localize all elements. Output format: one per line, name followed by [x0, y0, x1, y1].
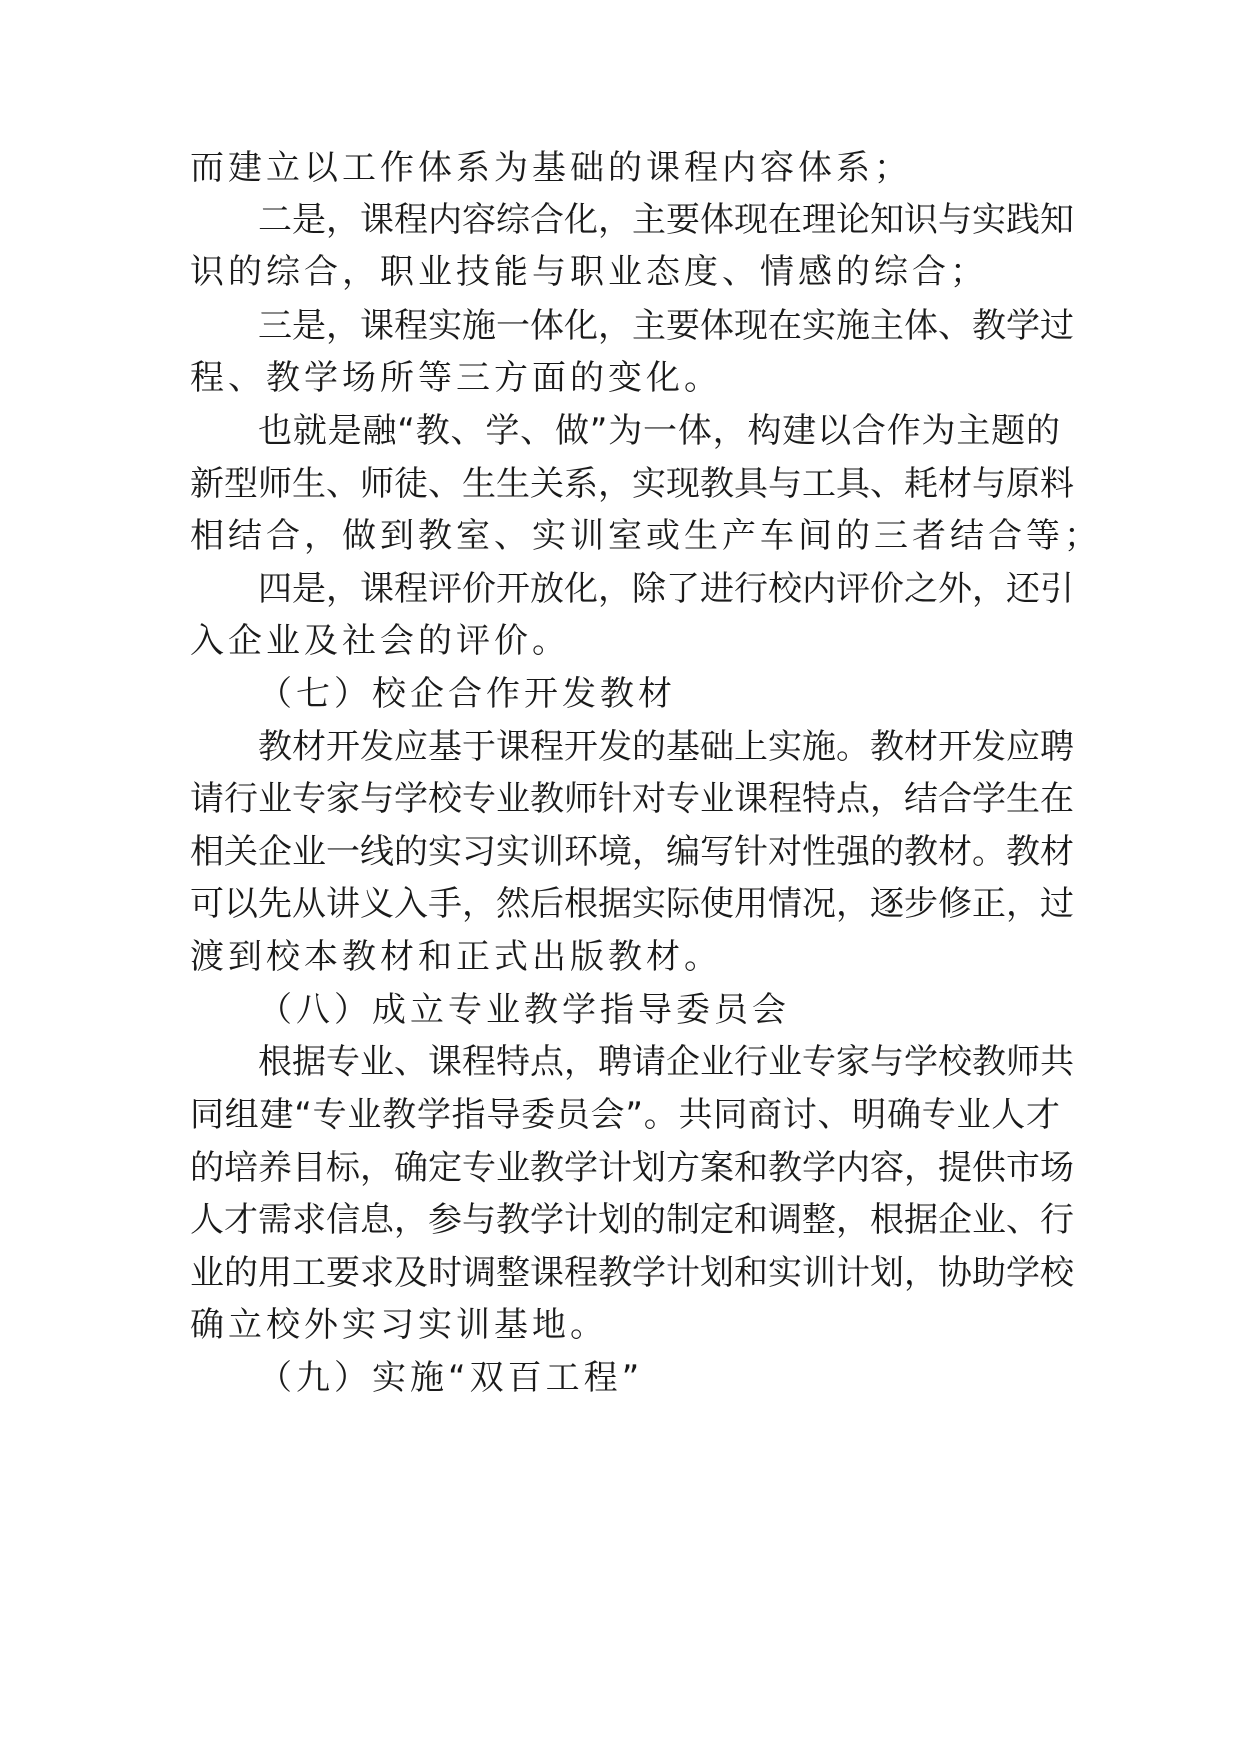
- paragraph-line: 二是，课程内容综合化，主要体现在理论知识与实践知: [258, 200, 1074, 240]
- paragraph-line: 根据专业、课程特点，聘请企业行业专家与学校教师共: [258, 1042, 1074, 1082]
- section-heading: （七）校企合作开发教材: [258, 674, 676, 714]
- paragraph-line: 可以先从讲义入手，然后根据实际使用情况，逐步修正，过: [190, 884, 1074, 924]
- section-heading: （八）成立专业教学指导委员会: [258, 990, 790, 1030]
- paragraph-line: 程、教学场所等三方面的变化。: [190, 358, 722, 398]
- paragraph-line: 业的用工要求及时调整课程教学计划和实训计划，协助学校: [190, 1253, 1074, 1293]
- paragraph-line: 相关企业一线的实习实训环境，编写针对性强的教材。教材: [190, 832, 1074, 872]
- paragraph-line: 也就是融“教、学、做”为一体，构建以合作为主题的: [258, 411, 1060, 451]
- section-heading: （九）实施“双百工程”: [258, 1358, 644, 1398]
- paragraph-line: 四是，课程评价开放化，除了进行校内评价之外，还引: [258, 569, 1074, 609]
- paragraph-line: 人才需求信息，参与教学计划的制定和调整，根据企业、行: [190, 1200, 1074, 1240]
- paragraph-line: 入企业及社会的评价。: [190, 621, 570, 661]
- paragraph-line: 新型师生、师徒、生生关系，实现教具与工具、耗材与原料: [190, 464, 1074, 504]
- paragraph-line: 同组建“专业教学指导委员会”。共同商讨、明确专业人才: [190, 1095, 1060, 1135]
- paragraph-line: 请行业专家与学校专业教师针对专业课程特点，结合学生在: [190, 779, 1074, 819]
- paragraph-line: 而建立以工作体系为基础的课程内容体系；: [190, 148, 912, 188]
- paragraph-line: 三是，课程实施一体化，主要体现在实施主体、教学过: [258, 306, 1074, 346]
- paragraph-line: 教材开发应基于课程开发的基础上实施。教材开发应聘: [258, 727, 1074, 767]
- paragraph-line: 渡到校本教材和正式出版教材。: [190, 937, 722, 977]
- paragraph-line: 相结合，做到教室、实训室或生产车间的三者结合等；: [190, 516, 1102, 556]
- paragraph-line: 确立校外实习实训基地。: [190, 1305, 608, 1345]
- paragraph-line: 的培养目标，确定专业教学计划方案和教学内容，提供市场: [190, 1148, 1074, 1188]
- paragraph-line: 识的综合，职业技能与职业态度、情感的综合；: [190, 252, 988, 292]
